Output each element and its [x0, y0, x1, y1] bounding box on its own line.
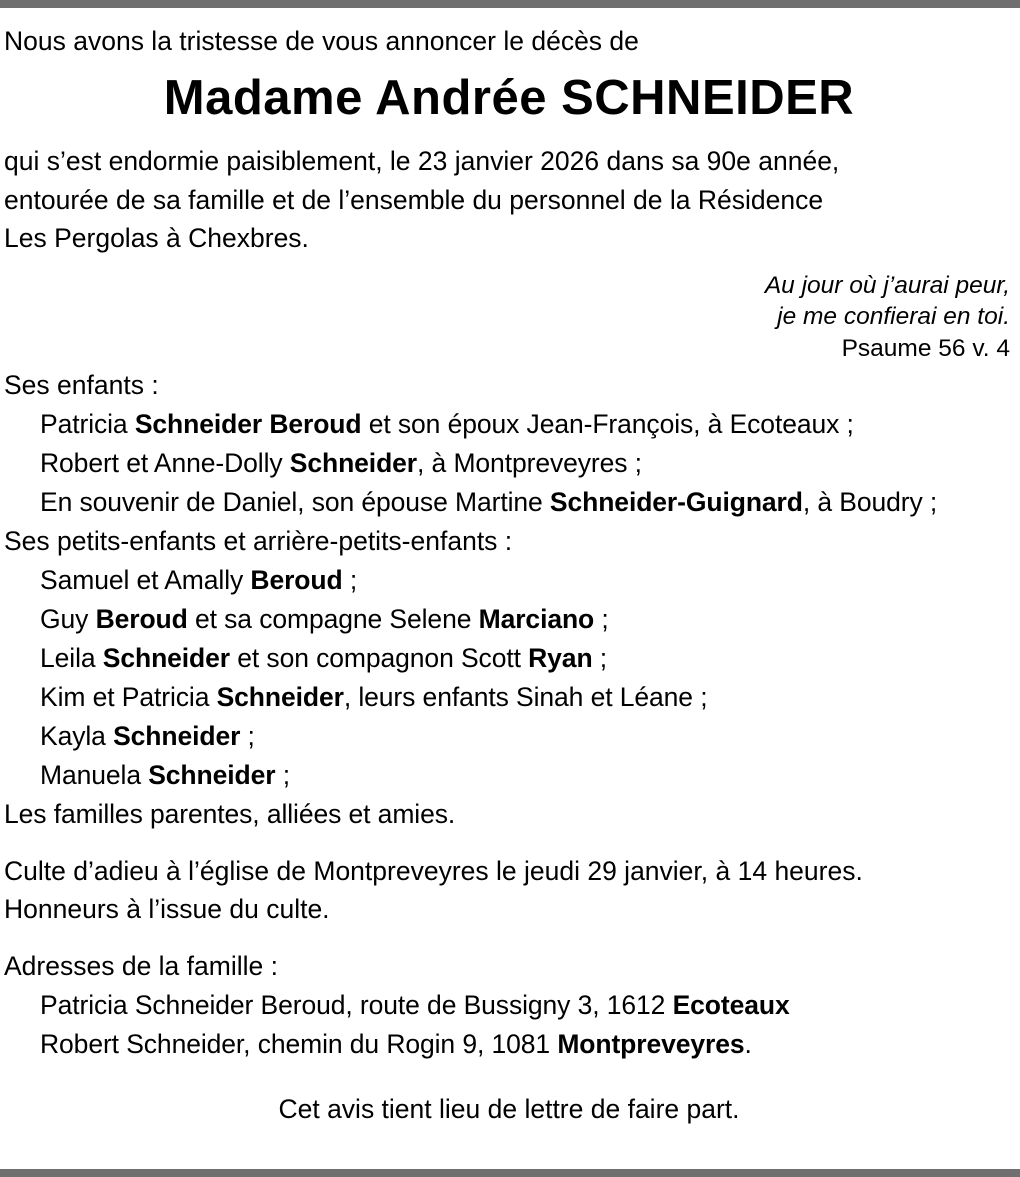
child-2-post: , à Montpreveyres ; [417, 447, 642, 478]
address-2-pre: Robert Schneider, chemin du Rogin 9, 1081 [40, 1028, 558, 1059]
grandchild-1-surname: Beroud [250, 564, 343, 595]
child-3-surname: Schneider-Guignard [549, 486, 803, 517]
bottom-divider [0, 1169, 1020, 1177]
intro-text: Nous avons la tristesse de vous annoncer le décès de [4, 26, 639, 56]
child-1-post: et son époux Jean-François, à Ecoteaux ; [361, 408, 854, 439]
list-item-child-3 [4, 483, 1014, 522]
list-item-grandchild-3 [4, 639, 1014, 678]
grandchild-3-pre: Leila [40, 642, 103, 673]
grandchild-1-post: ; [342, 564, 358, 595]
list-item-address-1 [4, 986, 1014, 1025]
circumstances-line-1: qui s’est endormie paisiblement, le 23 janvier 2026 dans sa 90e année, [4, 146, 840, 176]
circumstances-line-3: Les Pergolas à Chexbres. [4, 223, 309, 253]
address-1-locality: Ecoteaux [672, 989, 790, 1020]
grandchild-4-pre: Kim et Patricia [40, 681, 217, 712]
children-heading: Ses enfants : [4, 369, 159, 400]
grandchild-2-post: et sa compagne Selene [187, 603, 479, 634]
grandchild-6-surname: Schneider [148, 759, 276, 790]
grandchild-2-post2: ; [594, 603, 609, 634]
address-2-post: . [744, 1028, 752, 1059]
child-1-surname: Schneider Beroud [134, 408, 362, 439]
grandchild-3-partner-surname: Ryan [528, 642, 593, 673]
grandchild-5-pre: Kayla [40, 720, 114, 751]
deceased-name: Madame Andrée SCHNEIDER [163, 71, 855, 125]
grandchild-3-post2: ; [592, 642, 608, 673]
child-2-surname: Schneider [289, 447, 418, 478]
list-item-grandchild-2 [4, 600, 1014, 639]
verse-line-1: Au jour où j’aurai peur, [764, 271, 1010, 299]
grandchild-3-surname: Schneider [102, 642, 230, 673]
grandchild-2-pre: Guy [40, 603, 96, 634]
child-1-pre: Patricia [40, 408, 135, 439]
child-3-pre: En souvenir de Daniel, son épouse Martine [40, 486, 550, 517]
families-line: Les familles parentes, alliées et amies. [4, 798, 456, 829]
list-item-grandchild-1 [4, 561, 1014, 600]
grandchild-5-surname: Schneider [113, 720, 241, 751]
list-item-child-2 [4, 444, 1014, 483]
grandchild-1-pre: Samuel et Amally [40, 564, 251, 595]
child-2-pre: Robert et Anne-Dolly [40, 447, 290, 478]
grandchild-5-post: ; [240, 720, 255, 751]
grandchild-4-post: , leurs enfants Sinah et Léane ; [343, 681, 708, 712]
ceremony-line-1: Culte d’adieu à l’église de Montpreveyres le jeudi 29 janvier, à 14 heures. [4, 855, 863, 886]
child-3-post: , à Boudry ; [802, 486, 938, 517]
address-2-locality: Montpreveyres [557, 1028, 745, 1059]
notice-body [0, 8, 1020, 1128]
grandchild-4-surname: Schneider [216, 681, 344, 712]
closing-statement: Cet avis tient lieu de lettre de faire part. [278, 1093, 740, 1124]
circumstances-line-2: entourée de sa famille et de l’ensemble du personnel de la Résidence [4, 184, 824, 215]
ceremony-line-2: Honneurs à l’issue du culte. [4, 894, 330, 924]
address-1-pre: Patricia Schneider Beroud, route de Bussigny 3, 1612 [40, 989, 673, 1020]
addresses-heading: Adresses de la famille : [4, 950, 278, 981]
verse-reference: Psaume 56 v. 4 [841, 334, 1010, 362]
grandchild-6-post: ; [275, 759, 290, 790]
grandchildren-heading: Ses petits-enfants et arrière-petits-enfants : [4, 525, 513, 556]
verse-line-2: je me confierai en toi. [777, 302, 1010, 330]
list-item-grandchild-5 [4, 717, 1014, 756]
grandchild-3-post: et son compagnon Scott [230, 642, 529, 673]
list-item-child-1 [4, 405, 1014, 444]
list-item-address-2 [4, 1025, 1014, 1064]
list-item-grandchild-6 [4, 756, 1014, 795]
grandchild-6-pre: Manuela [40, 759, 149, 790]
scripture-verse [4, 270, 1014, 366]
top-divider [0, 0, 1020, 8]
list-item-grandchild-4 [4, 678, 1014, 717]
grandchild-2-partner-surname: Marciano [478, 603, 595, 634]
grandchild-2-surname: Beroud [95, 603, 188, 634]
